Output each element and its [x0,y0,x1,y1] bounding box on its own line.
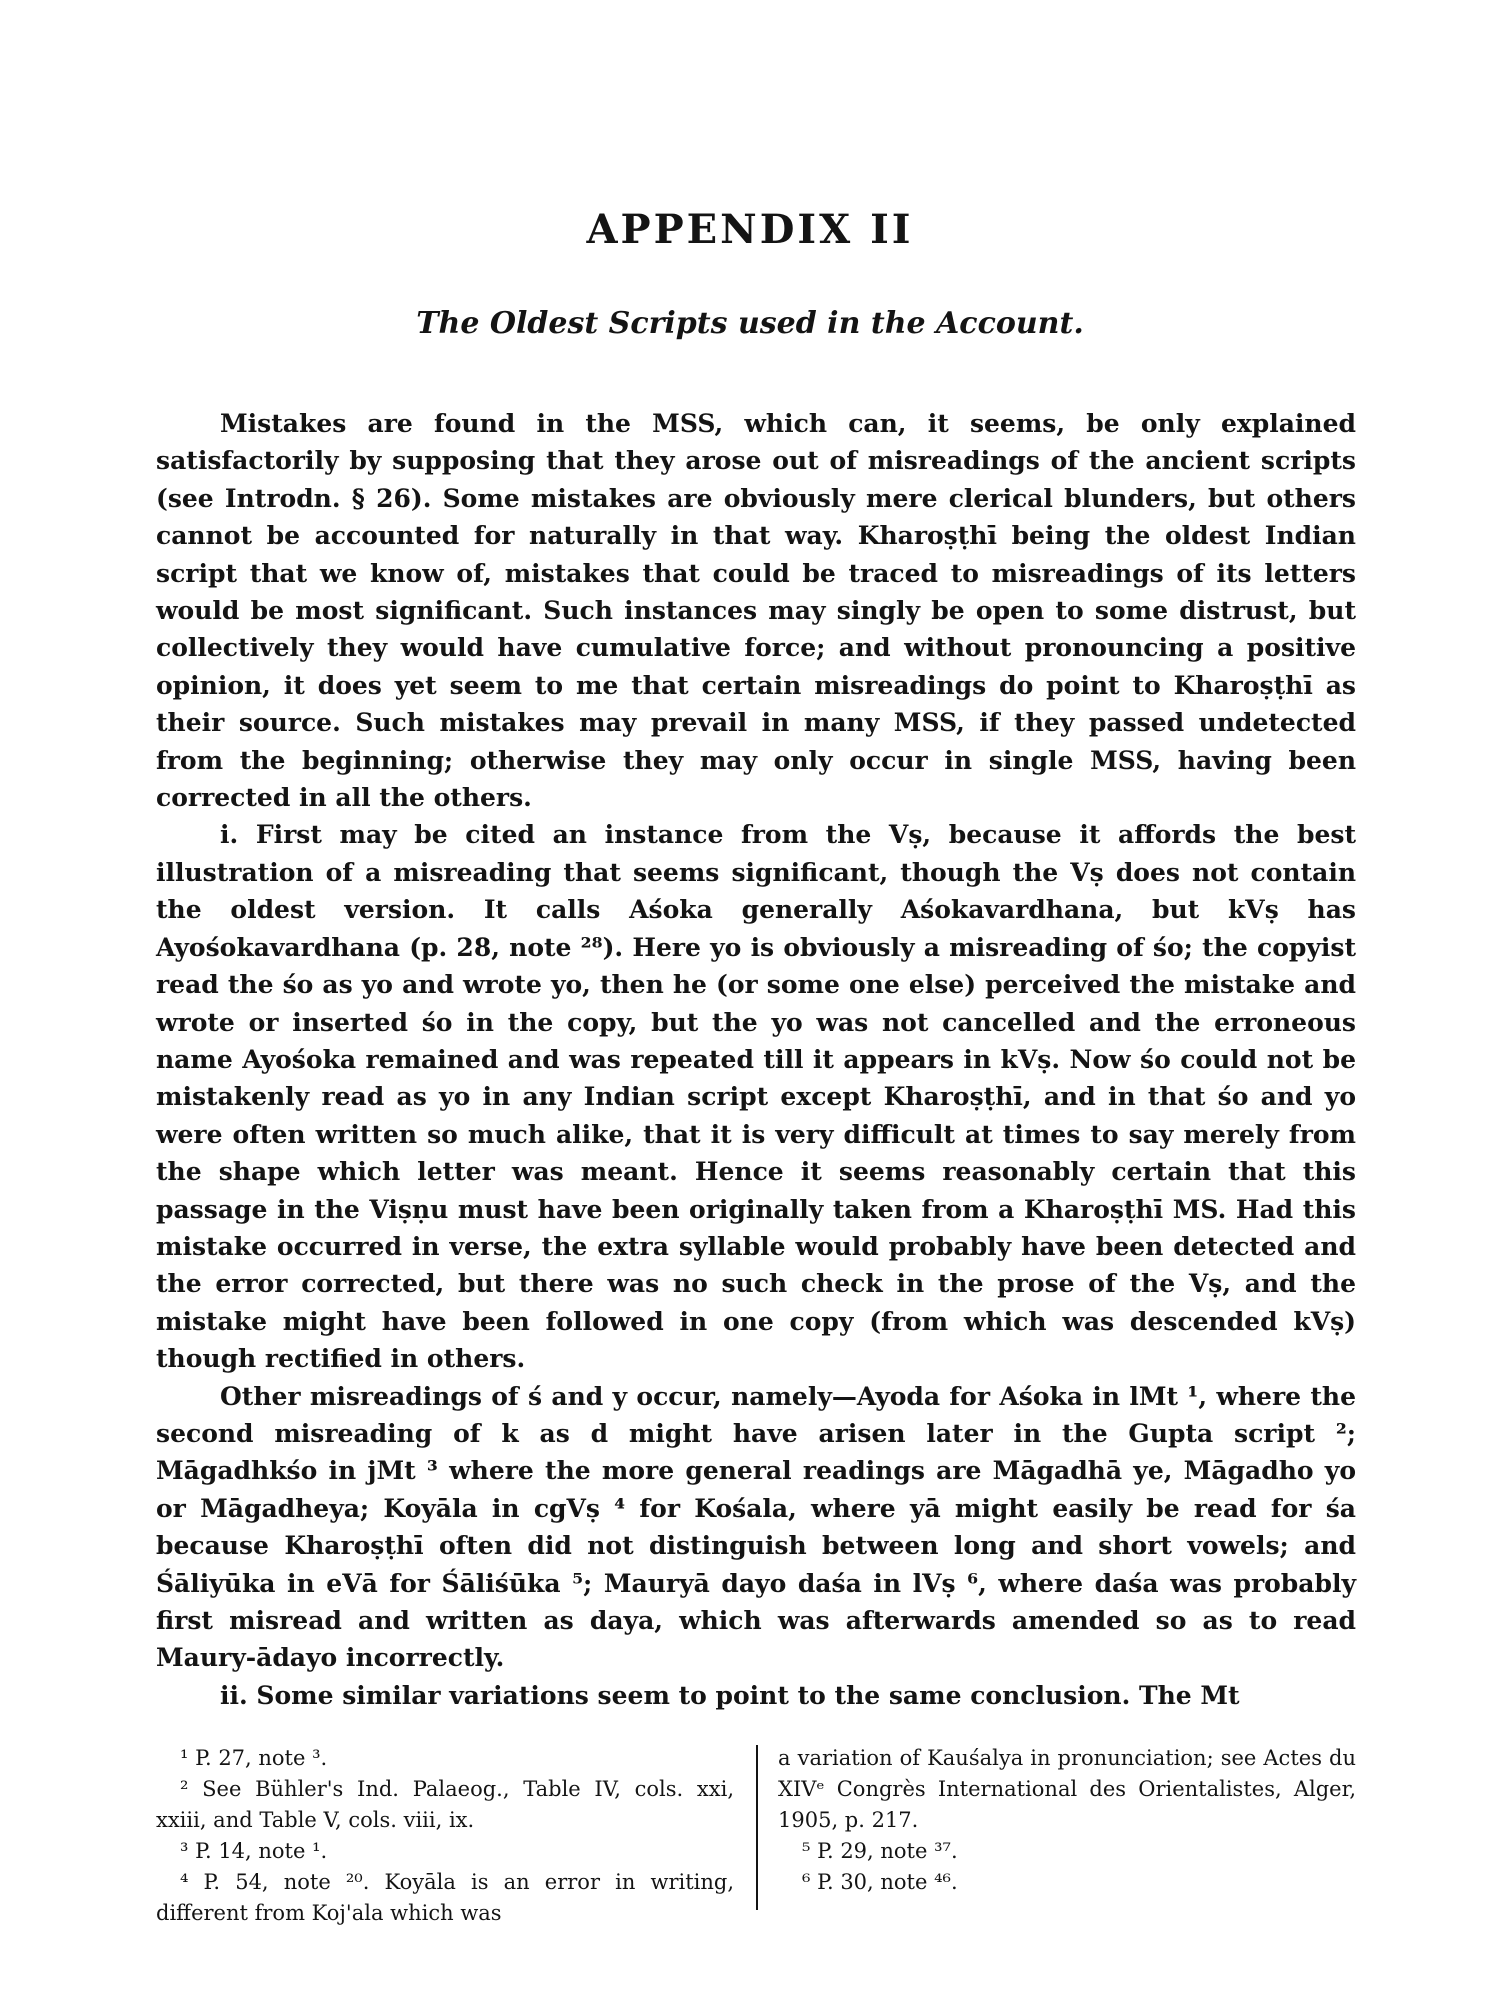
footnote-5: ⁵ P. 29, note ³⁷. [802,1839,958,1863]
paragraph-i: i. First may be cited an instance from the Vṣ, because it affords the best illustration of a misreading that seems significant, though the Vṣ does not contain the oldest version. It calls Aśoka generally Aśokavardhana, but kVṣ has Ayośokavardhana (p. 28, note ²⁸). Here yo is obviously a misreading of śo; the copyist read the śo as yo and wrote yo, then he (or some one else) perceived the mistake and wrote or inserted śo in the copy, but the yo was not cancelled and the erroneous name Ayośoka remained and was repeated till it appears in kVṣ. Now śo could not be mistakenly read as yo in any Indian script except Kharoṣṭhī, and in that śo and yo were often written so much alike, that it is very difficult at times to say merely from the shape which letter was meant. Hence it seems reasonably certain that this passage in the Viṣṇu must have been originally taken from a Kharoṣṭhī MS. Had this mistake occurred in verse, the extra syllable would probably have been detected and the error corrected, but there was no such check in the prose of the Vṣ, and the mistake might have been followed in one copy (from which was descended kVṣ) though rectified in others. [156,820,1356,1374]
paragraph-other-misreadings: Other misreadings of ś and y occur, namely—Ayoda for Aśoka in lMt ¹, where the second misreading of k as d might have arisen later in the Gupta script ²; Māgadhkśo in jMt ³ where the more general readings are Māgadhā ye, Māgadho yo or Māgadheya; Koyāla in cgVṣ ⁴ for Kośala, where yā might easily be read for śa because Kharoṣṭhī often did not distinguish between long and short vowels; and Śāliyūka in eVā for Śāliśūka ⁵; Mauryā dayo daśa in lVṣ ⁶, where daśa was probably first misread and written as daya, which was afterwards amended so as to read Maury-ādayo incorrectly. [156,1381,1356,1673]
appendix-subtitle: The Oldest Scripts used in the Account. [416,306,1084,341]
footnote-column-divider [756,1745,758,1910]
footnotes-right-column [778,1743,1356,1898]
footnote-4-continued: a variation of Kauśalya in pronunciation; see Actes du XIVᵉ Congrès International des Orientalistes, Alger, 1905, p. 217. [778,1746,1356,1832]
footnote-6: ⁶ P. 30, note ⁴⁶. [802,1870,958,1894]
paragraph-ii: ii. Some similar variations seem to point to the same conclusion. The Mt [220,1680,1240,1710]
appendix-heading: APPENDIX II [586,206,914,253]
footnote-4: ⁴ P. 54, note ²⁰. Koyāla is an error in writing, different from Koj'ala which was [156,1870,734,1925]
footnote-2: ² See Bühler's Ind. Palaeog., Table IV, cols. xxi, xxiii, and Table V, cols. viii, ix. [156,1777,734,1832]
paragraph-intro: Mistakes are found in the MSS, which can, it seems, be only explained satisfactorily by supposing that they arose out of misreadings of the ancient scripts (see Introdn. § 26). Some mistakes are obviously mere clerical blunders, but others cannot be accounted for naturally in that way. Kharoṣṭhī being the oldest Indian script that we know of, mistakes that could be traced to misreadings of its letters would be most significant. Such instances may singly be open to some distrust, but collectively they would have cumulative force; and without pronouncing a positive opinion, it does yet seem to me that certain misreadings do point to Kharoṣṭhī as their source. Such mistakes may prevail in many MSS, if they passed undetected from the beginning; otherwise they may only occur in single MSS, having been corrected in all the others. [156,409,1356,813]
body-text [156,405,1356,1714]
footnote-3: ³ P. 14, note ¹. [180,1839,328,1863]
footnotes-left-column [156,1743,734,1929]
footnote-1: ¹ P. 27, note ³. [180,1746,328,1770]
